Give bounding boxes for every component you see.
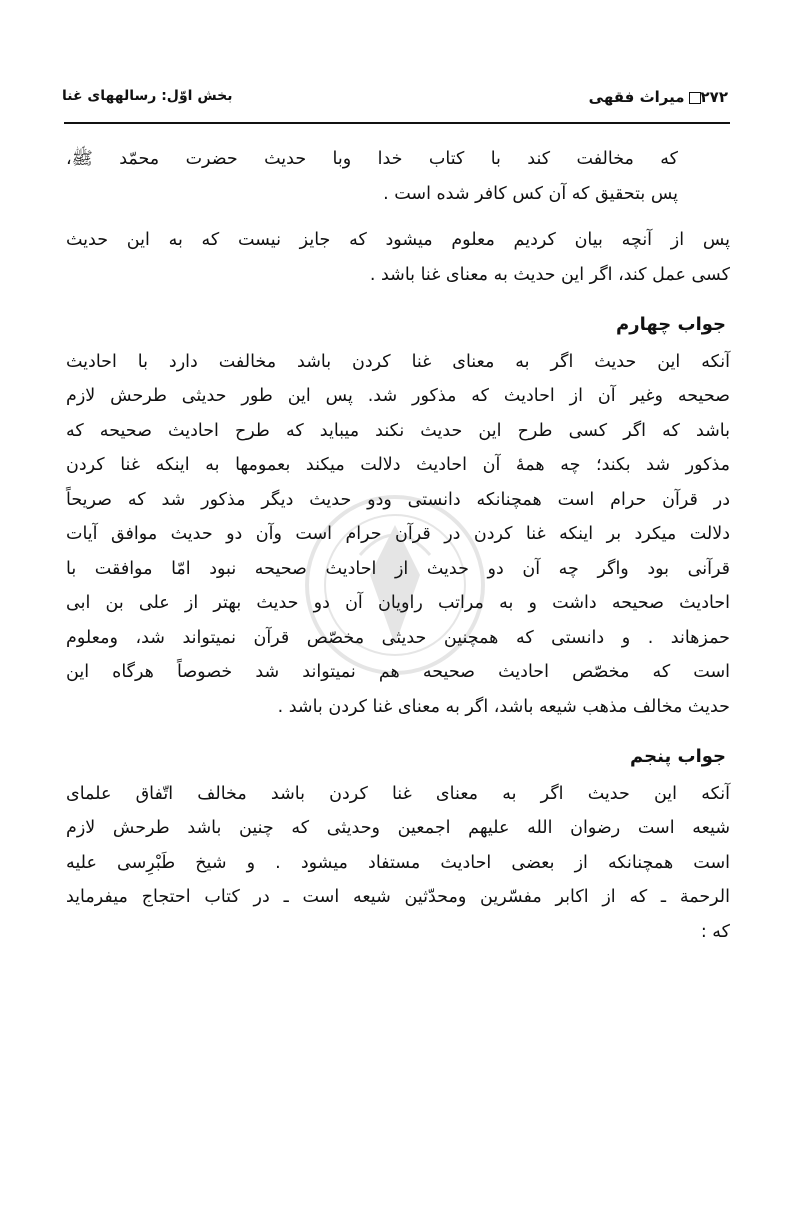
section-heading: جواب چهارم <box>616 314 726 335</box>
paragraph <box>66 223 730 292</box>
header-divider <box>64 122 730 124</box>
section-heading: جواب پنجم <box>630 746 726 767</box>
text-line: شیعه است رضوان الله علیهم اجمعین وحدیثی که چنین باشد طرحش لازم <box>66 818 730 838</box>
page-number-group <box>589 88 728 106</box>
text-line: صحیحه وغیر آن از احادیث که مذکور شد. پس این طور حدیثی طرحش لازم <box>66 386 730 406</box>
quote-block <box>66 142 730 211</box>
text-line: که : <box>700 921 730 942</box>
text-line: کسی عمل کند، اگر این حدیث به معنای غنا باشد . <box>369 264 730 285</box>
running-header <box>62 84 728 114</box>
text-line: پس از آنچه بیان کردیم معلوم میشود که جایز نیست که به این حدیث <box>66 230 730 250</box>
book-title: میراث فقهی <box>588 88 685 106</box>
text-line: دلالت میکرد بر اینکه غنا کردن در قرآن حرام است وآن دو حدیث موافق آیات <box>66 524 730 544</box>
text-line: که مخالفت کند با کتاب خدا وبا حدیث حضرت محمّد ﷺ، <box>66 149 678 169</box>
text-line: حدیث مخالف مذهب شیعه باشد، اگر به معنای غنا کردن باشد . <box>277 696 730 717</box>
text-line: باشد که اگر کسی طرح این حدیث نکند میباید که طرح احادیث صحیحه که <box>66 420 730 441</box>
text-line: مذکور شد بکند؛ چه همهٔ آن احادیث دلالت میکند بعمومها به اینکه غنا کردن <box>66 455 730 475</box>
text-line: آنکه این حدیث اگر به معنای غنا کردن باشد مخالفت دارد با احادیث <box>66 351 730 372</box>
text-line: الرحمة ـ که از اکابر مفسّرین ومحدّثین شیعه است ـ در کتاب احتجاج میفرماید <box>66 887 730 907</box>
text-line: در قرآن حرام است همچنانکه دانستی ودو حدیث دیگر مذکور شد که صریحاً <box>66 489 730 510</box>
text-line: قرآنی بود واگر چه آن دو حدیث از احادیث صحیحه نبود امّا موافقت با <box>66 558 730 579</box>
text-line: احادیث صحیحه داشت و به مراتب راویان آن دو حدیث بهتر از علی بن ابی <box>66 593 730 613</box>
paragraph <box>66 345 730 725</box>
text-line: پس بتحقیق که آن کس کافر شده است . <box>383 183 678 204</box>
text-line: است همچنانکه از بعضی احادیث مستفاد میشود . و شیخ طَبْرِسی علیه <box>66 852 730 873</box>
section-title: بخش اوّل: رسالههای غنا <box>62 88 233 104</box>
page-number: ۲۷۲ <box>700 88 728 106</box>
page-body <box>66 142 730 949</box>
text-line: است که مخصّص احادیث صحیحه هم نمیتواند شد خصوصاً هرگاه این <box>66 662 730 682</box>
page-marker-square-icon <box>689 92 701 104</box>
paragraph <box>66 777 730 950</box>
text-line: آنکه این حدیث اگر به معنای غنا کردن باشد مخالف اتّفاق علمای <box>66 783 730 804</box>
text-line: حمزهاند . و دانستی که همچنین حدیثی مخصّص قرآن نمیتواند شد، ومعلوم <box>66 627 730 648</box>
